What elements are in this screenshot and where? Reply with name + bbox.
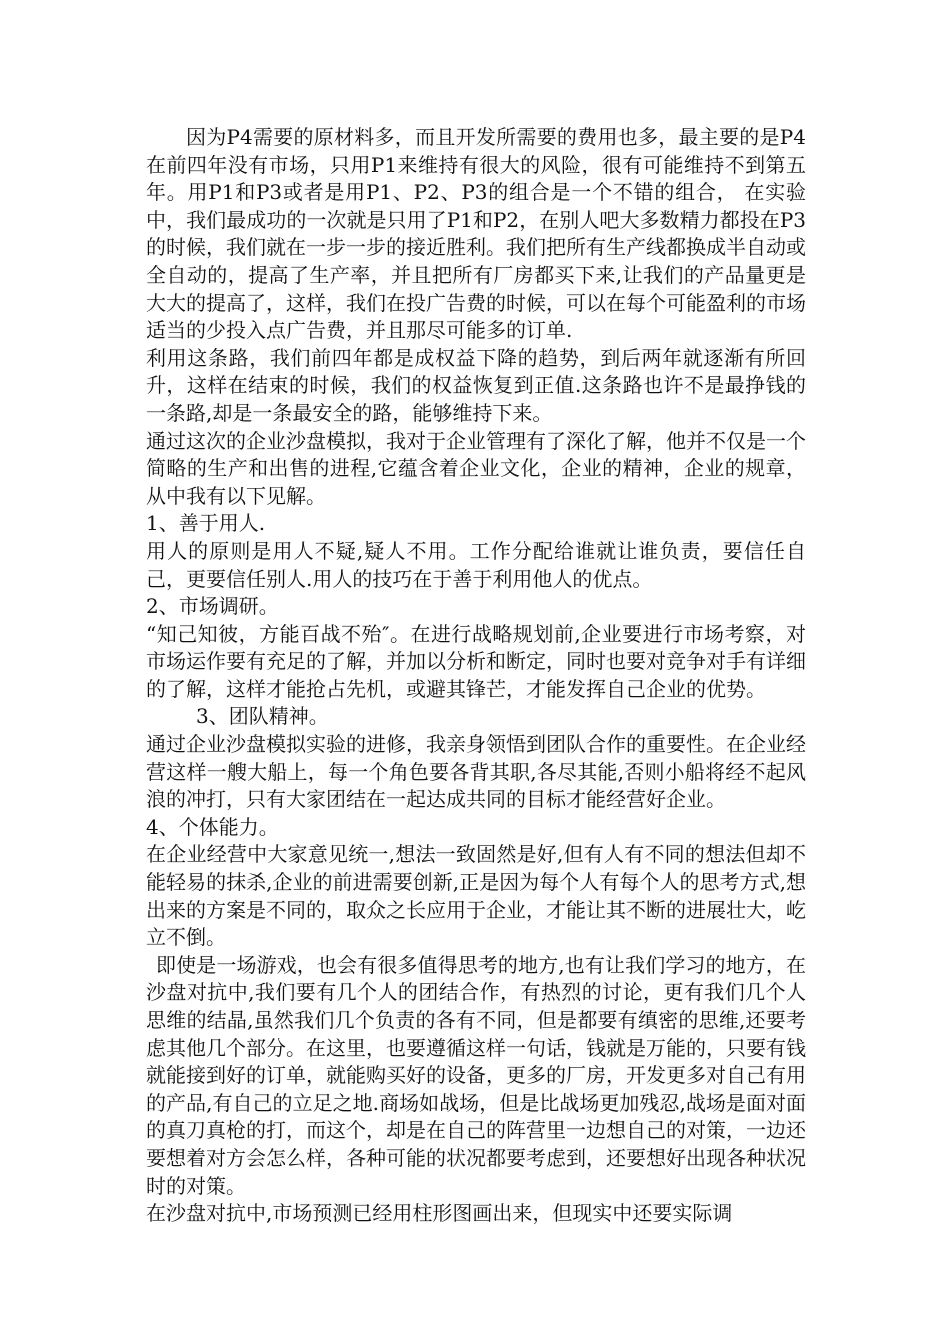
paragraph-game-reflection: 即使是一场游戏，也会有很多值得思考的地方,也有让我们学习的地方，在沙盘对抗中,我们要有几个人的团结合作，有热烈的讨论，更有我们几个人思维的结晶,虽然我们几个负责的各有不同，但是都要有缜密的思维,还要考虑其他几个部分。在这里，也要遵循这样一句话，钱就是万能的，只要有钱就能接到好的订单，就能购买好的设备，更多的厂房，开发更多对自己有用的产品,有自己的立足之地.商场如战场，但是比战场更加残忍,战场是面对面的真刀真枪的打，而这个，却是在自己的阵营里一边想自己的对策，一边还要想着对方会怎么样，各种可能的状况都要考虑到，还要想好出现各种状况时的对策。 (146, 952, 806, 1198)
heading-individual-ability: 4、个体能力。 (146, 814, 279, 839)
paragraph-team-spirit: 通过企业沙盘模拟实验的进修，我亲身领悟到团队合作的重要性。在企业经营这样一艘大船上，每一个角色要各背其职,各尽其能,否则小船将经不起风浪的冲打，只有大家团结在一起达成共同的目标才能经营好企业。 (146, 732, 806, 812)
paragraph-individual-ability: 在企业经营中大家意见统一,想法一致固然是好,但有人有不同的想法但却不能轻易的抹杀,企业的前进需要创新,正是因为每个人有每个人的思考方式,想出来的方案是不同的，取众之长应用于企业，才能让其不断的进展壮大，屹立不倒。 (146, 842, 806, 950)
paragraph-product-strategy: 因为P4需要的原材料多，而且开发所需要的费用也多，最主要的是P4在前四年没有市场，只用P1来维持有很大的风险，很有可能维持不到第五年。用P1和P3或者是用P1、P2、P3的组合是一个不错的组合， 在实验中，我们最成功的一次就是只用了P1和P2，在别人吧大多数精力都投在P3的时候，我们就在一步一步的接近胜利。我们把所有生产线都换成半自动或全自动的，提高了生产率，并且把所有厂房都买下来,让我们的产品量更是大大的提高了，这样，我们在投广告费的时候，可以在每个可能盈利的市场适当的少投入点广告费，并且那尽可能多的订单. (146, 125, 806, 343)
paragraph-market-forecast: 在沙盘对抗中,市场预测已经用柱形图画出来，但现实中还要实际调 (146, 1201, 733, 1226)
paragraph-employ-people: 用人的原则是用人不疑,疑人不用。工作分配给谁就让谁负责，要信任自己，更要信任别人.用人的技巧在于善于利用他人的优点。 (146, 538, 806, 591)
heading-team-spirit: 3、团队精神。 (196, 704, 329, 729)
document-body (146, 124, 806, 1228)
paragraph-equity-trend: 利用这条路，我们前四年都是成权益下降的趋势，到后两年就逐渐有所回升，这样在结束的时候，我们的权益恢复到正值.这条路也许不是最挣钱的一条路,却是一条最安全的路，能够维持下来。 (146, 345, 806, 425)
paragraph-market-research: “知己知彼，方能百战不殆″。在进行战略规划前,企业要进行市场考察，对市场运作要有充足的了解，并加以分析和断定，同时也要对竞争对手有详细的了解，这样才能抢占先机，或避其锋芒，才能发挥自己企业的优势。 (146, 621, 806, 701)
paragraph-simulation-insight: 通过这次的企业沙盘模拟，我对于企业管理有了深化了解，他并不仅是一个简略的生产和出售的进程,它蕴含着企业文化，企业的精神，企业的规章，从中我有以下见解。 (146, 428, 806, 508)
heading-employ-people: 1、善于用人. (146, 511, 266, 536)
heading-market-research: 2、市场调研。 (146, 594, 279, 619)
